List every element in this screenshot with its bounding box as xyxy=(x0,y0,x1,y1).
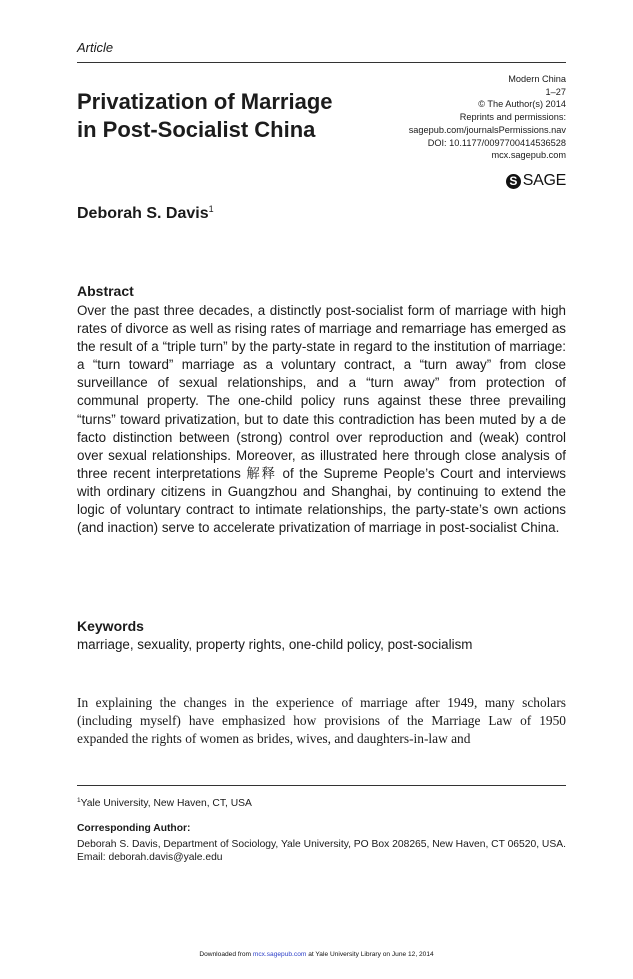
author-name: Deborah S. Davis xyxy=(77,205,209,222)
download-suffix: at Yale University Library on June 12, 2014 xyxy=(306,951,434,958)
sage-logo-text: SAGE xyxy=(522,172,566,189)
article-title xyxy=(77,88,387,144)
article-type-label: Article xyxy=(77,40,114,55)
author-affiliation-marker: 1 xyxy=(208,204,214,214)
copyright-line: © The Author(s) 2014 xyxy=(478,99,566,110)
keywords-heading: Keywords xyxy=(77,618,144,634)
abstract-heading: Abstract xyxy=(77,283,134,299)
permissions-url[interactable]: sagepub.com/journalsPermissions.nav xyxy=(408,124,566,135)
corresponding-email[interactable]: Email: deborah.davis@yale.edu xyxy=(77,852,223,864)
footnote-marker: 1 xyxy=(77,797,81,804)
affiliation-footnote xyxy=(77,797,252,809)
journal-name: Modern China xyxy=(508,74,566,84)
download-notice xyxy=(0,951,633,958)
download-link[interactable]: mcx.sagepub.com xyxy=(252,951,307,958)
journal-meta xyxy=(346,73,566,162)
author-byline xyxy=(77,204,214,223)
permissions-label: Reprints and permissions: xyxy=(459,112,566,123)
corresponding-address: Deborah S. Davis, Department of Sociology, Yale University, PO Box 208265, New Haven, CT 06520, USA. xyxy=(77,839,566,850)
journal-site[interactable]: mcx.sagepub.com xyxy=(491,150,566,161)
header-divider xyxy=(77,62,566,63)
corresponding-author-details xyxy=(77,838,566,865)
abstract-text: Over the past three decades, a distinctly post-socialist form of marriage with high rates of divorce as well as rising rates of marriage and remarriage has emerged as the result of a “triple turn” by the party-state in regard to the institution of marriage: a “turn toward” marriage as a voluntary contract, a “turn away” from close surveillance of sexual relationships, and a “turn away” from protection of communal property. The one-child policy runs against these three prevailing “turns” toward privatization, but to date this contradiction has been muted by a de facto distinction between (strong) control over reproduction and (weak) control over sexual relationships. Moreover, as illustrated here through close analysis of three recent interpretations 解释 of the Supreme People’s Court and interviews with ordinary citizens in Guangzhou and Shanghai, by continuing to extend the logic of voluntary contract to intimate relationships, the party-state’s own actions (and inaction) serve to accelerate privatization of marriage in post-socialist China. xyxy=(77,303,566,536)
download-prefix: Downloaded from xyxy=(199,951,253,958)
sage-s-icon: S xyxy=(506,174,521,189)
body-paragraph: In explaining the changes in the experience of marriage after 1949, many scholars (including myself) have emphasized how provisions of the Marriage Law of 1950 expanded the rights of women as brides, wives, and daughters-in-law and xyxy=(77,695,566,746)
corresponding-author-heading: Corresponding Author: xyxy=(77,823,191,834)
sage-logo xyxy=(506,172,566,190)
doi[interactable]: DOI: 10.1177/0097700414536528 xyxy=(427,137,566,148)
footnote-divider xyxy=(77,785,566,786)
page-range: 1–27 xyxy=(545,86,566,97)
footnote-text: Yale University, New Haven, CT, USA xyxy=(80,798,252,809)
title-line-2: in Post-Socialist China xyxy=(77,117,316,142)
keywords-list: marriage, sexuality, property rights, one-child policy, post-socialism xyxy=(77,637,473,652)
title-line-1: Privatization of Marriage xyxy=(77,89,333,114)
